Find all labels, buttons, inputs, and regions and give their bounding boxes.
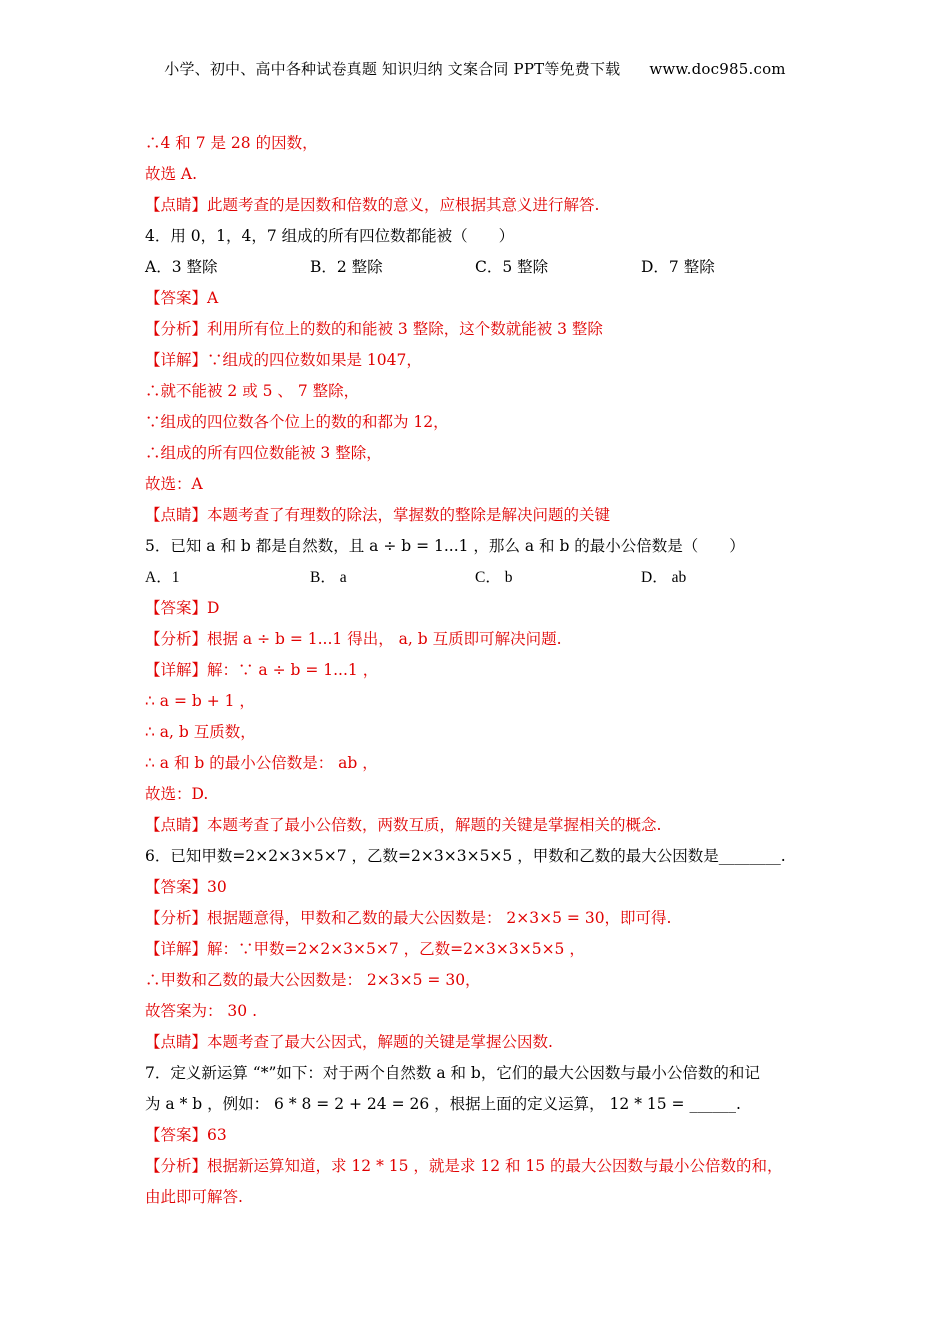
- q4-option-c: C．5 整除: [475, 258, 549, 276]
- text-line: 由此即可解答.: [145, 1188, 243, 1206]
- q4-options: [145, 252, 825, 283]
- comment-line: 【点睛】此题考查的是因数和倍数的意义，应根据其意义进行解答.: [145, 196, 600, 214]
- text-line: 故答案为： 30 .: [145, 1002, 258, 1020]
- text-line: ∴ a, b 互质数，: [145, 723, 256, 741]
- header-text: 小学、初中、高中各种试卷真题 知识归纳 文案合同 PPT等免费下载: [164, 60, 621, 78]
- detail-line: 【详解】解：∵ a ÷ b = 1...1 ，: [145, 661, 379, 679]
- q5-option-b: B． a: [310, 569, 347, 586]
- text-line: ∴就不能被 2 或 5 、 7 整除，: [145, 382, 360, 400]
- analysis-line: 【分析】根据 a ÷ b = 1...1 得出， a, b 互质即可解决问题.: [145, 630, 562, 648]
- text-line: ∴组成的所有四位数能被 3 整除，: [145, 444, 382, 462]
- answer-line: 【答案】30: [145, 878, 227, 896]
- question-6: 6．已知甲数=2×2×3×5×7 ，乙数=2×3×3×5×5 ，甲数和乙数的最大公因数是________.: [145, 847, 786, 865]
- detail-line: 【详解】∵组成的四位数如果是 1047，: [145, 351, 422, 369]
- q5-option-a: A．1: [145, 569, 180, 586]
- document-body: [145, 128, 825, 1213]
- comment-line: 【点睛】本题考查了最大公因式，解题的关键是掌握公因数.: [145, 1033, 553, 1051]
- question-7: 7．定义新运算 “*”如下：对于两个自然数 a 和 b，它们的最大公因数与最小公倍数的和记: [145, 1064, 760, 1082]
- question-5: 5．已知 a 和 b 都是自然数，且 a ÷ b = 1...1 ，那么 a 和 b 的最小公倍数是（ ）: [145, 537, 745, 555]
- page-header: [0, 58, 950, 79]
- q5-option-c: C． b: [475, 569, 513, 586]
- comment-line: 【点睛】本题考查了最小公倍数，两数互质，解题的关键是掌握相关的概念.: [145, 816, 662, 834]
- q4-option-d: D．7 整除: [641, 258, 715, 276]
- answer-line: 【答案】63: [145, 1126, 227, 1144]
- text-line: ∴ a 和 b 的最小公倍数是： ab ，: [145, 754, 378, 772]
- q4-option-b: B．2 整除: [310, 258, 383, 276]
- text-line: 故选 A.: [145, 165, 198, 183]
- q4-option-a: A．3 整除: [145, 258, 218, 276]
- q5-options: [145, 562, 825, 593]
- text-line: ∴4 和 7 是 28 的因数，: [145, 134, 318, 152]
- detail-line: 【详解】解：∵甲数=2×2×3×5×7 ，乙数=2×3×3×5×5 ，: [145, 940, 585, 958]
- text-line: ∴甲数和乙数的最大公因数是： 2×3×5 = 30，: [145, 971, 481, 989]
- analysis-line: 【分析】利用所有位上的数的和能被 3 整除，这个数就能被 3 整除: [145, 320, 603, 338]
- analysis-line: 【分析】根据题意得，甲数和乙数的最大公因数是： 2×3×5 = 30，即可得.: [145, 909, 672, 927]
- question-4: 4．用 0，1，4，7 组成的所有四位数都能被（ ）: [145, 227, 515, 245]
- answer-line: 【答案】D: [145, 599, 220, 617]
- text-line: ∴ a = b + 1 ，: [145, 692, 255, 710]
- text-line: ∵组成的四位数各个位上的数的和都为 12，: [145, 413, 449, 431]
- analysis-line: 【分析】根据新运算知道，求 12 * 15 ，就是求 12 和 15 的最大公因数与最小公倍数的和，: [145, 1157, 783, 1175]
- q5-option-d: D． ab: [641, 569, 687, 586]
- question-7-cont: 为 a * b ，例如： 6 * 8 = 2 + 24 = 26 ，根据上面的定义运算， 12 * 15 = ______.: [145, 1095, 741, 1113]
- text-line: 故选：A: [145, 475, 203, 493]
- comment-line: 【点睛】本题考查了有理数的除法，掌握数的整除是解决问题的关键: [145, 506, 611, 524]
- text-line: 故选：D.: [145, 785, 209, 803]
- answer-line: 【答案】A: [145, 289, 219, 307]
- header-site: www.doc985.com: [649, 60, 786, 78]
